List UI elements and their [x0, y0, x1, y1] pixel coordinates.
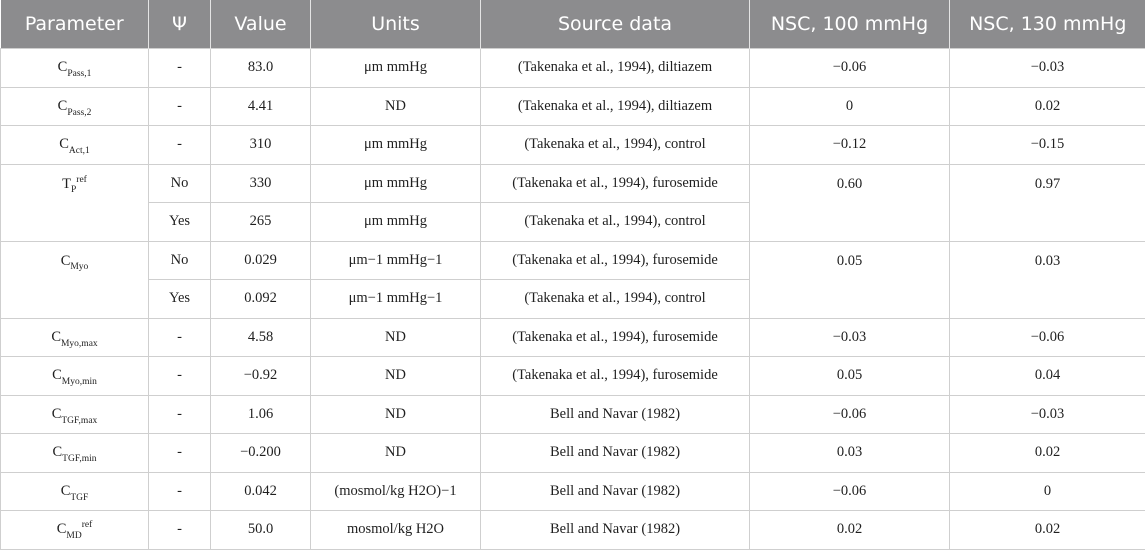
source-cell: (Takenaka et al., 1994), control [481, 203, 750, 242]
nsc100-cell: 0.05 [750, 357, 950, 396]
parameter-cell: $T_P^{ref}$ [1, 164, 149, 241]
nsc130-cell: −0.15 [950, 126, 1145, 165]
units-cell: ND [311, 318, 481, 357]
nsc130-cell: 0 [950, 472, 1145, 511]
parameter-cell: $C_{Myo,max}$ [1, 318, 149, 357]
parameter-cell: $C_{TGF,max}$ [1, 395, 149, 434]
source-cell: Bell and Navar (1982) [481, 434, 750, 473]
psi-cell: - [149, 126, 211, 165]
header-psi: Ψ [149, 0, 211, 49]
units-cell: ND [311, 357, 481, 396]
table-row [1, 126, 1145, 165]
header-parameter: Parameter [1, 0, 149, 49]
psi-cell: - [149, 472, 211, 511]
header-nsc-130: NSC, 130 mmHg [950, 0, 1145, 49]
units-cell: (mosmol/kg H2O)−1 [311, 472, 481, 511]
parameter-cell: $C_{TGF,min}$ [1, 434, 149, 473]
value-cell: 265 [211, 203, 311, 242]
nsc100-cell: 0.60 [750, 164, 950, 241]
psi-cell: - [149, 395, 211, 434]
nsc130-cell: 0.02 [950, 511, 1145, 550]
nsc130-cell: −0.06 [950, 318, 1145, 357]
psi-cell: Yes [149, 280, 211, 319]
header-row [1, 0, 1145, 49]
parameter-cell: $C_{Myo}$ [1, 241, 149, 318]
nsc130-cell: 0.02 [950, 87, 1145, 126]
parameter-cell: $C_{Act,1}$ [1, 126, 149, 165]
source-cell: (Takenaka et al., 1994), furosemide [481, 164, 750, 203]
value-cell: 4.58 [211, 318, 311, 357]
psi-cell: - [149, 357, 211, 396]
source-cell: (Takenaka et al., 1994), diltiazem [481, 49, 750, 88]
units-cell: μm−1 mmHg−1 [311, 241, 481, 280]
units-cell: mosmol/kg H2O [311, 511, 481, 550]
value-cell: −0.92 [211, 357, 311, 396]
value-cell: 0.029 [211, 241, 311, 280]
header-units: Units [311, 0, 481, 49]
table-row [1, 87, 1145, 126]
nsc130-cell: −0.03 [950, 395, 1145, 434]
parameter-cell: $C_{Pass,1}$ [1, 49, 149, 88]
nsc100-cell: 0.03 [750, 434, 950, 473]
value-cell: −0.200 [211, 434, 311, 473]
source-cell: Bell and Navar (1982) [481, 472, 750, 511]
value-cell: 330 [211, 164, 311, 203]
value-cell: 0.042 [211, 472, 311, 511]
units-cell: ND [311, 395, 481, 434]
table-row [1, 357, 1145, 396]
parameter-cell: $C_{TGF}$ [1, 472, 149, 511]
nsc100-cell: 0.02 [750, 511, 950, 550]
nsc130-cell: 0.02 [950, 434, 1145, 473]
value-cell: 83.0 [211, 49, 311, 88]
table-row [1, 164, 1145, 203]
table-row [1, 241, 1145, 280]
nsc100-cell: −0.12 [750, 126, 950, 165]
source-cell: (Takenaka et al., 1994), diltiazem [481, 87, 750, 126]
value-cell: 50.0 [211, 511, 311, 550]
parameter-cell: $C_{Pass,2}$ [1, 87, 149, 126]
source-cell: (Takenaka et al., 1994), furosemide [481, 318, 750, 357]
parameter-cell: $C_{MD}^{ref}$ [1, 511, 149, 550]
nsc130-cell: 0.04 [950, 357, 1145, 396]
psi-cell: - [149, 87, 211, 126]
table-row [1, 511, 1145, 550]
psi-cell: - [149, 511, 211, 550]
units-cell: μm mmHg [311, 126, 481, 165]
nsc100-cell: −0.06 [750, 395, 950, 434]
nsc100-cell: 0.05 [750, 241, 950, 318]
value-cell: 310 [211, 126, 311, 165]
table-row [1, 49, 1145, 88]
header-source: Source data [481, 0, 750, 49]
table-row [1, 395, 1145, 434]
header-value: Value [211, 0, 311, 49]
nsc100-cell: −0.03 [750, 318, 950, 357]
nsc130-cell: 0.97 [950, 164, 1145, 241]
value-cell: 0.092 [211, 280, 311, 319]
units-cell: μm−1 mmHg−1 [311, 280, 481, 319]
units-cell: μm mmHg [311, 164, 481, 203]
table-row [1, 318, 1145, 357]
psi-cell: - [149, 434, 211, 473]
table-row [1, 434, 1145, 473]
source-cell: (Takenaka et al., 1994), furosemide [481, 241, 750, 280]
source-cell: Bell and Navar (1982) [481, 395, 750, 434]
psi-cell: Yes [149, 203, 211, 242]
value-cell: 4.41 [211, 87, 311, 126]
units-cell: ND [311, 434, 481, 473]
source-cell: (Takenaka et al., 1994), control [481, 280, 750, 319]
value-cell: 1.06 [211, 395, 311, 434]
units-cell: ND [311, 87, 481, 126]
units-cell: μm mmHg [311, 49, 481, 88]
source-cell: (Takenaka et al., 1994), control [481, 126, 750, 165]
source-cell: (Takenaka et al., 1994), furosemide [481, 357, 750, 396]
nsc100-cell: 0 [750, 87, 950, 126]
psi-cell: No [149, 164, 211, 203]
units-cell: μm mmHg [311, 203, 481, 242]
source-cell: Bell and Navar (1982) [481, 511, 750, 550]
nsc130-cell: 0.03 [950, 241, 1145, 318]
psi-cell: No [149, 241, 211, 280]
nsc100-cell: −0.06 [750, 472, 950, 511]
psi-cell: - [149, 318, 211, 357]
nsc100-cell: −0.06 [750, 49, 950, 88]
header-nsc-100: NSC, 100 mmHg [750, 0, 950, 49]
nsc130-cell: −0.03 [950, 49, 1145, 88]
psi-cell: - [149, 49, 211, 88]
table-row [1, 472, 1145, 511]
parameter-cell: $C_{Myo,min}$ [1, 357, 149, 396]
